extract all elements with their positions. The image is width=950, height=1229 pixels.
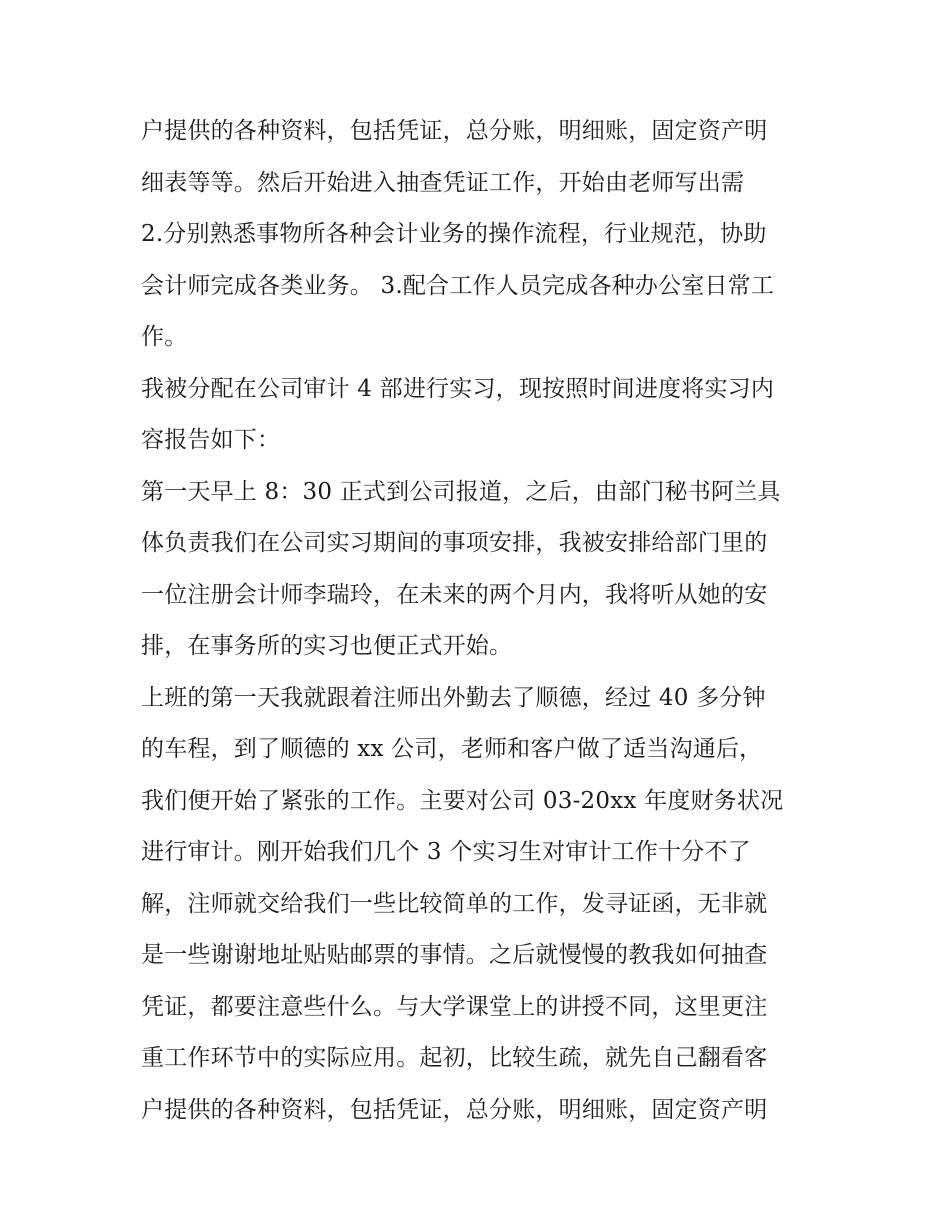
text-line: 我被分配在公司审计 4 部进行实习，现按照时间进度将实习内 — [141, 375, 775, 402]
text-line: 细表等等。然后开始进入抽查凭证工作，开始由老师写出需 — [141, 169, 745, 196]
text-line: 我们便开始了紧张的工作。主要对公司 03-20xx 年度财务状况 — [141, 787, 784, 814]
text-line: 凭证，都要注意些什么。与大学课堂上的讲授不同，这里更注 — [141, 993, 768, 1020]
text-line: 上班的第一天我就跟着注师出外勤去了顺德，经过 40 多分钟 — [141, 684, 766, 711]
text-line: 容报告如下： — [141, 427, 281, 453]
text-line: 作。 — [141, 324, 188, 350]
text-line: 重工作环节中的实际应用。起初，比较生疏，就先自己翻看客 — [141, 1045, 768, 1071]
text-line: 会计师完成各类业务。 3.配合工作人员完成各种办公室日常工 — [141, 272, 775, 299]
text-line: 户提供的各种资料，包括凭证，总分账，明细账，固定资产明 — [141, 118, 768, 144]
document-body — [141, 106, 813, 1136]
text-line: 进行审计。刚开始我们几个 3 个实习生对审计工作十分不了 — [141, 839, 751, 865]
text-line: 解，注师就交给我们一些比较简单的工作，发寻证函，无非就 — [141, 890, 768, 917]
text-line: 的车程，到了顺德的 xx 公司，老师和客户做了适当沟通后， — [141, 736, 763, 762]
text-line: 一位注册会计师李瑞玲，在未来的两个月内，我将听从她的安 — [141, 581, 768, 608]
text-line: 2.分别熟悉事物所各种会计业务的操作流程，行业规范，协助 — [141, 221, 767, 247]
text-line: 是一些谢谢地址贴贴邮票的事情。之后就慢慢的教我如何抽查 — [141, 942, 768, 968]
text-line: 户提供的各种资料，包括凭证，总分账，明细账，固定资产明 — [141, 1096, 768, 1123]
text-line: 体负责我们在公司实习期间的事项安排，我被安排给部门里的 — [141, 530, 768, 556]
text-line: 排，在事务所的实习也便正式开始。 — [141, 633, 513, 659]
text-line: 第一天早上 8：30 正式到公司报道，之后，由部门秘书阿兰具 — [141, 478, 781, 505]
